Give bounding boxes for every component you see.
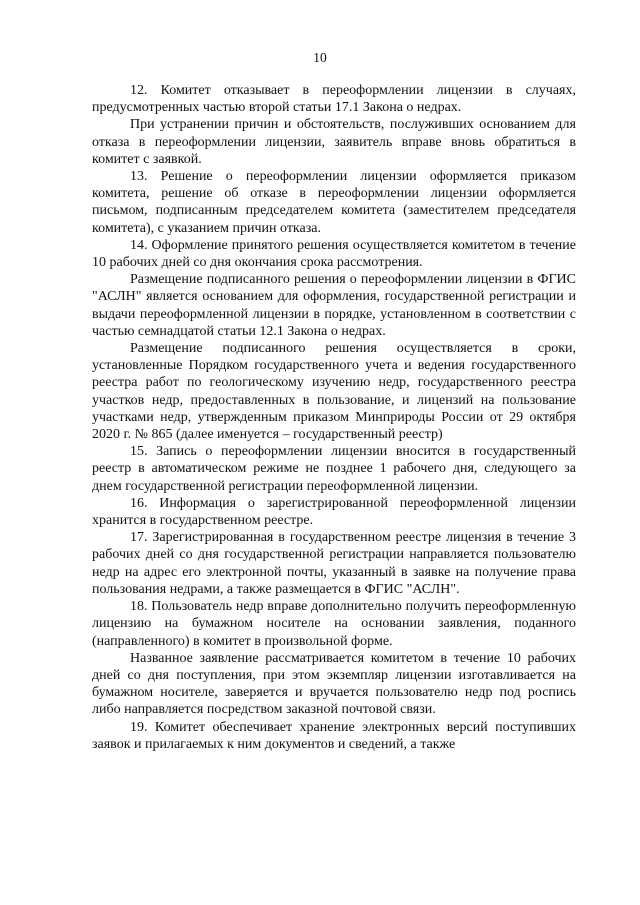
paragraph-15-registry-entry: 15. Запись о переоформлении лицензии вносится в государственный реестр в автоматическом режиме не позднее 1 рабочего дня, следующего за днем государственной регистрации переоформленной лицензии.: [92, 444, 576, 494]
paragraph-16-storage: 16. Информация о зарегистрированной переоформленной лицензии хранится в государственном реестре.: [92, 495, 576, 529]
paragraph-reapply: При устранении причин и обстоятельств, послуживших основанием для отказа в переоформлении лицензии, заявитель вправе вновь обратиться в комитет с заявкой.: [92, 117, 576, 167]
paragraph-placement-terms: Размещение подписанного решения осуществляется в сроки, установленные Порядком государственного учета и ведения государственного реестра работ по геологическому изучению недр, государственного реестра участков недр, предоставленных в пользование, и лицензий на пользование участками недр, утвержденным приказом Минприроды России от 29 октября 2020 г. № 865 (далее именуется – государственный реестр): [92, 341, 576, 443]
paragraph-fgis-placement: Размещение подписанного решения о переоформлении лицензии в ФГИС "АСЛН" является основанием для оформления, государственной регистрации и выдачи переоформленной лицензии в порядке, установленном в соответствии с частью семнадцатой статьи 12.1 Закона о недрах.: [92, 272, 576, 339]
paragraph-18-paper-copy: 18. Пользователь недр вправе дополнительно получить переоформленную лицензию на бумажном носителе на основании заявления, поданного (направленного) в комитет в произвольной форме.: [92, 599, 576, 649]
document-body: [92, 82, 576, 753]
paragraph-19-storage: 19. Комитет обеспечивает хранение электронных версий поступивших заявок и прилагаемых к ним документов и сведений, а также: [92, 719, 576, 752]
paragraph-paper-application: Названное заявление рассматривается комитетом в течение 10 рабочих дней со дня поступления, при этом экземпляр лицензии изготавливается на бумажном носителе, заверяется и вручается пользователю недр под роспись либо направляется посредством заказной почтовой связи.: [92, 650, 576, 718]
paragraph-12-refusal: 12. Комитет отказывает в переоформлении лицензии в случаях, предусмотренных частью второй статьи 17.1 Закона о недрах.: [92, 83, 576, 116]
paragraph-14-timing: 14. Оформление принятого решения осуществляется комитетом в течение 10 рабочих дней со дня окончания срока рассмотрения.: [92, 237, 576, 271]
paragraph-13-decision: 13. Решение о переоформлении лицензии оформляется приказом комитета, решение об отказе в переоформлении лицензии оформляется письмом, подписанным председателем комитета (заместителем председателя комитета), с указанием причин отказа.: [92, 169, 576, 236]
page-number: 10: [313, 50, 327, 65]
paragraph-17-delivery: 17. Зарегистрированная в государственном реестре лицензия в течение 3 рабочих дней со дня государственной регистрации направляется пользователю недр на адрес его электронной почты, указанный в заявке на получение права пользования недрами, а также размещается в ФГИС "АСЛН".: [92, 530, 576, 597]
